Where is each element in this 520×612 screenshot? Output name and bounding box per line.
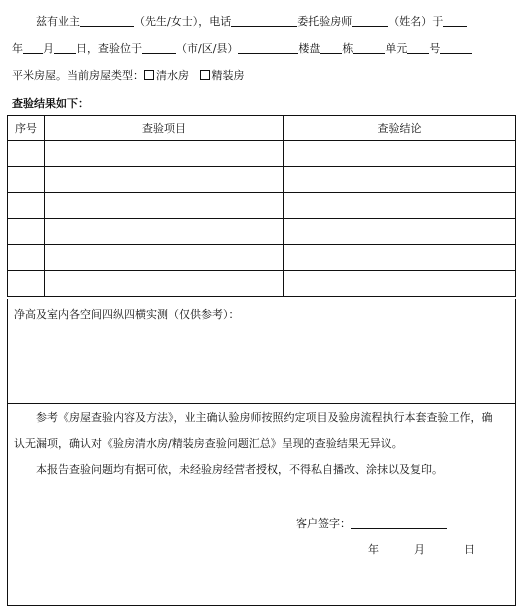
checkbox-furnished-house[interactable] xyxy=(200,70,210,80)
measurement-label: 净高及室内各空间四纵四横实测（仅供参考）： xyxy=(14,308,240,321)
table-row xyxy=(8,245,516,271)
measurement-box[interactable] xyxy=(7,299,516,404)
statement-box xyxy=(7,403,516,606)
owner-name-field[interactable] xyxy=(80,14,134,27)
phone-label: （先生/女士），电话 xyxy=(134,15,232,28)
name-note: （姓名）于 xyxy=(388,15,444,28)
cell-index[interactable] xyxy=(8,245,45,271)
month-label: 月 xyxy=(43,42,54,55)
room-field[interactable] xyxy=(407,41,429,54)
table-header-row xyxy=(8,116,516,141)
cell-item[interactable] xyxy=(45,193,284,219)
header-item: 查验项目 xyxy=(45,116,284,141)
cell-index[interactable] xyxy=(8,271,45,297)
date-year: 年 xyxy=(368,543,379,556)
room-label: 号 xyxy=(429,42,441,55)
cell-index[interactable] xyxy=(8,141,45,167)
house-type-label: 平米房屋。当前房屋类型： xyxy=(12,69,144,82)
cell-index[interactable] xyxy=(8,193,45,219)
estate-field[interactable] xyxy=(238,41,298,54)
cell-item[interactable] xyxy=(45,245,284,271)
cell-conclusion[interactable] xyxy=(284,219,516,245)
option-bare-house: 清水房 xyxy=(156,69,189,82)
cell-index[interactable] xyxy=(8,219,45,245)
statement-line-1: 参考《房屋查验内容及方法》，业主确认验房师按照约定项目及验房流程执行本套查验工作，确 xyxy=(36,411,493,424)
intro-line-3 xyxy=(12,68,245,84)
city-label: （市/区/县） xyxy=(176,42,239,55)
signature-field[interactable] xyxy=(351,516,447,529)
header-index: 序号 xyxy=(8,116,45,141)
year-label: 年 xyxy=(12,42,23,55)
table-row xyxy=(8,219,516,245)
intro-line-2 xyxy=(12,41,472,57)
year-field[interactable] xyxy=(443,14,467,27)
cell-item[interactable] xyxy=(45,141,284,167)
cell-conclusion[interactable] xyxy=(284,271,516,297)
intro-line-1 xyxy=(36,14,467,30)
cell-conclusion[interactable] xyxy=(284,245,516,271)
area-field[interactable] xyxy=(440,41,472,54)
table-row xyxy=(8,193,516,219)
table-row xyxy=(8,271,516,297)
results-heading: 查验结果如下： xyxy=(12,97,89,110)
cell-index[interactable] xyxy=(8,167,45,193)
signature-row xyxy=(296,516,447,532)
cell-item[interactable] xyxy=(45,167,284,193)
day-field[interactable] xyxy=(54,41,76,54)
owner-label: 兹有业主 xyxy=(36,15,80,28)
results-table xyxy=(7,115,516,297)
header-conclusion: 查验结论 xyxy=(284,116,516,141)
unit-field[interactable] xyxy=(353,41,385,54)
cell-conclusion[interactable] xyxy=(284,167,516,193)
location-label: 日，查验位于 xyxy=(76,42,142,55)
cell-item[interactable] xyxy=(45,219,284,245)
table-row xyxy=(8,167,516,193)
date-month: 月 xyxy=(414,543,425,556)
cell-item[interactable] xyxy=(45,271,284,297)
table-row xyxy=(8,141,516,167)
checkbox-bare-house[interactable] xyxy=(144,70,154,80)
cell-conclusion[interactable] xyxy=(284,141,516,167)
inspector-name-field[interactable] xyxy=(352,14,388,27)
statement-line-3: 本报告查验问题均有据可依，未经验房经营者授权，不得私自播改、涂抹以及复印。 xyxy=(36,463,443,476)
statement-line-2: 认无漏项，确认对《验房清水房/精装房查验问题汇总》呈现的查验结果无异议。 xyxy=(14,437,403,450)
signature-label: 客户签字： xyxy=(296,517,351,530)
month-field[interactable] xyxy=(23,41,43,54)
estate-label: 楼盘 xyxy=(298,42,321,55)
building-field[interactable] xyxy=(320,41,342,54)
phone-field[interactable] xyxy=(231,14,297,27)
date-day: 日 xyxy=(464,543,475,556)
building-label: 栋 xyxy=(342,42,354,55)
cell-conclusion[interactable] xyxy=(284,193,516,219)
option-furnished-house: 精装房 xyxy=(211,69,245,82)
inspector-label: 委托验房师 xyxy=(297,15,353,28)
unit-label: 单元 xyxy=(385,42,408,55)
city-field[interactable] xyxy=(142,41,176,54)
